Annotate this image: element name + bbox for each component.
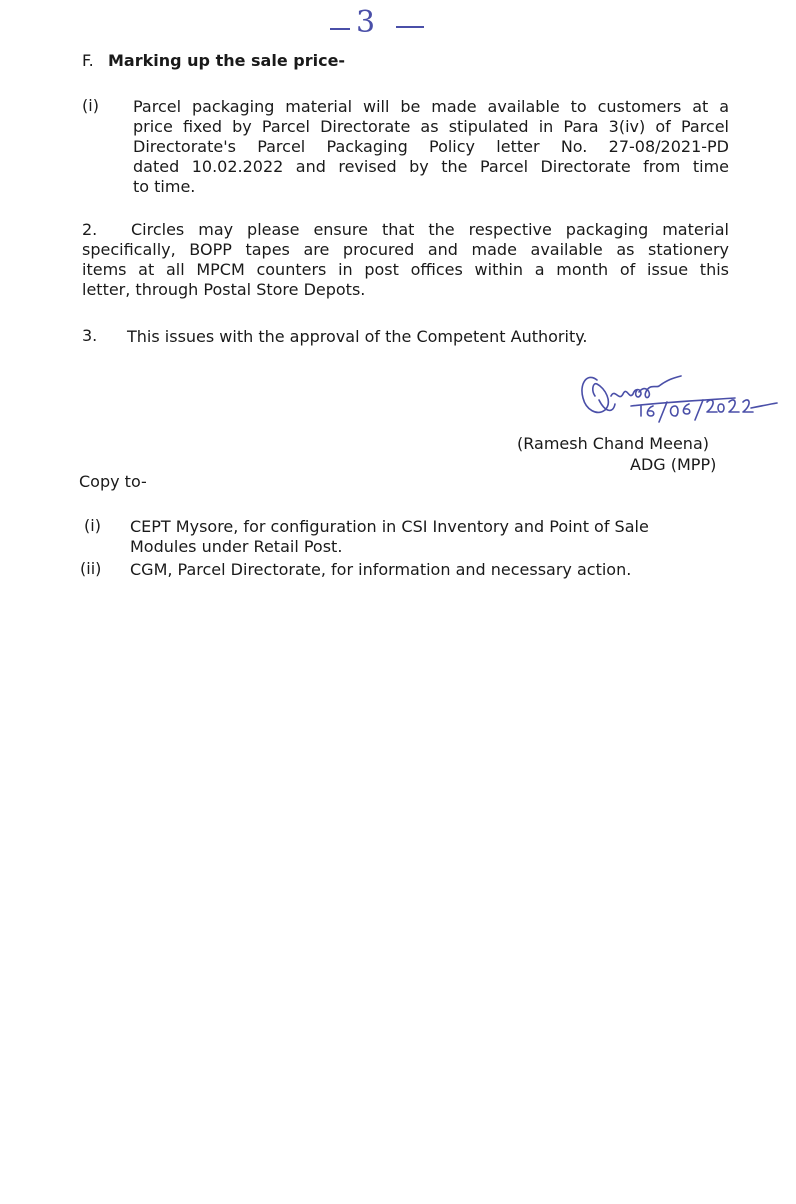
para2-line: specifically, BOPP tapes are procured and made available as stationery: [82, 240, 729, 259]
para2-line: letter, through Postal Store Depots.: [82, 280, 366, 299]
section-letter: F.: [82, 51, 94, 70]
item-i-marker: (i): [82, 96, 99, 115]
page-number-dash-left: [330, 28, 350, 30]
copy-to-item-line: CGM, Parcel Directorate, for information and necessary action.: [130, 560, 632, 579]
signatory-name: (Ramesh Chand Meena): [517, 434, 709, 453]
copy-to-item-line: CEPT Mysore, for configuration in CSI Inventory and Point of Sale: [130, 517, 649, 536]
para2-marker: 2.: [82, 220, 98, 239]
signatory-designation: ADG (MPP): [630, 455, 717, 474]
para2-body: [82, 220, 729, 300]
item-i-line: to time.: [133, 177, 196, 196]
signature-image: [575, 366, 780, 428]
item-i-line: Parcel packaging material will be made available to customers at a: [133, 97, 729, 116]
page-number: [320, 6, 440, 40]
item-i-body: [133, 97, 729, 197]
section-title: Marking up the sale price-: [108, 51, 346, 70]
page-number-dash-right: [396, 26, 424, 28]
item-i-line: price fixed by Parcel Directorate as stipulated in Para 3(iv) of Parcel: [133, 117, 729, 136]
copy-to-item-marker: (ii): [80, 559, 102, 578]
item-i-line: Directorate's Parcel Packaging Policy letter No. 27-08/2021-PD: [133, 137, 729, 156]
copy-to-item-line: Modules under Retail Post.: [130, 537, 343, 556]
para3-marker: 3.: [82, 326, 98, 345]
para2-line: Circles may please ensure that the respective packaging material: [131, 220, 729, 239]
item-i-line: dated 10.02.2022 and revised by the Parcel Directorate from time: [133, 157, 729, 176]
para2-line: items at all MPCM counters in post offices within a month of issue this: [82, 260, 729, 279]
copy-to-item-marker: (i): [84, 516, 101, 535]
page-number-value: 3: [356, 5, 376, 40]
copy-to-heading: Copy to-: [79, 472, 147, 491]
para3-text: This issues with the approval of the Competent Authority.: [127, 327, 588, 346]
